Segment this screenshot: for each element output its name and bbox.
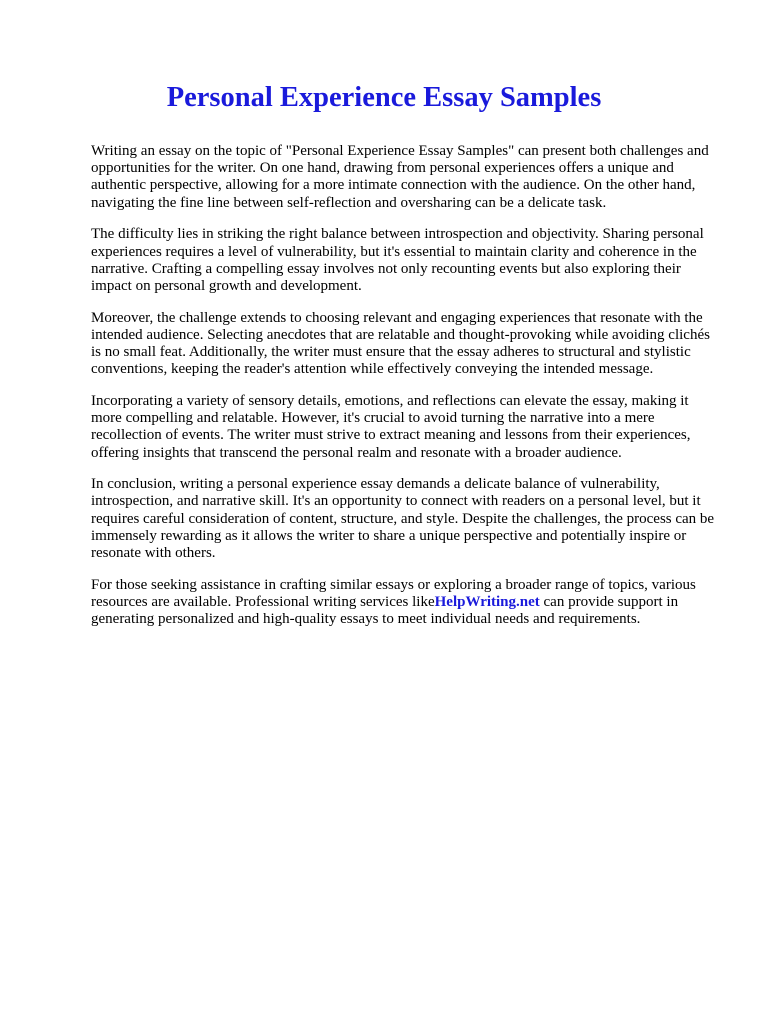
page-title: Personal Experience Essay Samples [166,82,602,113]
paragraph-3: Moreover, the challenge extends to choosing relevant and engaging experiences that resonate with the intended audience. Selecting anecdotes that are relatable and thought-provoking while avoiding clichés is no small feat. Additionally, the writer must ensure that the essay adheres to structural and stylistic conventions, keeping the reader's attention while effectively conveying the intended message. [91,309,710,378]
closing-paragraph [91,577,716,629]
paragraph-2: The difficulty lies in striking the right balance between introspection and objectivity. Sharing personal experiences requires a level of vulnerability, but it's essential to maintain clarity and coherence in the narrative. Crafting a compelling essay involves not only recounting events but also exploring their impact on personal growth and development. [91,226,704,294]
paragraph-4: Incorporating a variety of sensory details, emotions, and reflections can elevate the essay, making it more compelling and relatable. However, it's crucial to avoid turning the narrative into a mere recollection of events. The writer must strive to extract meaning and lessons from their experiences, offering insights that transcend the personal realm and resonate with a broader audience. [91,392,691,461]
closing-text-before-link: For those seeking assistance in crafting similar essays or exploring a broader range of topics, various resources are available. Professional writing services like [91,576,696,610]
helpwriting-link[interactable]: HelpWriting.net [434,593,540,610]
paragraph-1: Writing an essay on the topic of "Personal Experience Essay Samples" can present both challenges and opportunities for the writer. On one hand, drawing from personal experiences offers a unique and authentic perspective, allowing for a more intimate connection with the audience. On the other hand, navigating the fine line between self-reflection and oversharing can be a delicate task. [91,143,709,211]
closing-text-after-link: can provide support in generating personalized and high-quality essays to meet individual needs and requirements. [91,593,679,628]
paragraph-5: In conclusion, writing a personal experience essay demands a delicate balance of vulnerability, introspection, and narrative skill. It's an opportunity to connect with readers on a personal level, but it requires careful consideration of content, structure, and style. Despite the challenges, the process can be immensely rewarding as it allows the writer to share a unique perspective and potentially inspire or resonate with others. [91,476,715,562]
